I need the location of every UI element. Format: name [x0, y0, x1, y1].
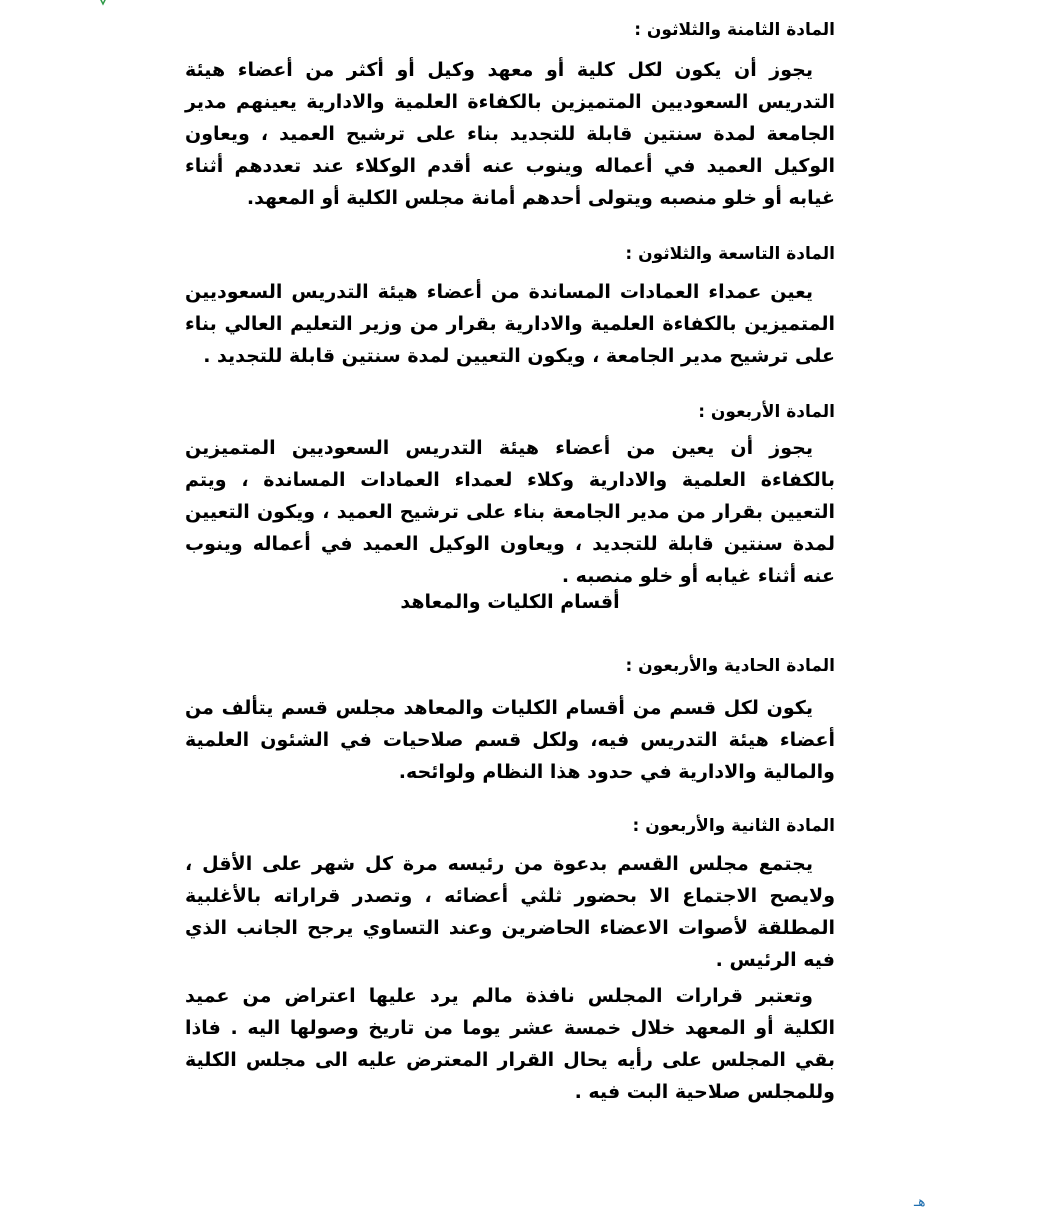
corner-mark-icon [96, 0, 110, 6]
article-40-text: يجوز أن يعين من أعضاء هيئة التدريس السعوديين المتميزين بالكفاءة العلمية والادارية وكلاء لعمداء العمادات المساندة ، ويتم التعيين بقرار من مدير الجامعة بناء على ترشيح العميد ، ويكون التعيين لمدة سنتين قابلة للتجديد ، ويعاون الوكيل العميد في أعماله وينوب عنه أثناء غيابه أو خلو منصبه . [185, 437, 835, 587]
article-42-heading: المادة الثانية والأربعون : [632, 816, 835, 836]
page-mark: هـ [914, 1194, 926, 1210]
article-42 [185, 814, 835, 1108]
article-40 [185, 400, 835, 592]
article-39-heading: المادة التاسعة والثلاثون : [625, 244, 835, 264]
article-42-text-2: وتعتبر قرارات المجلس نافذة مالم يرد عليها اعتراض من عميد الكلية أو المعهد خلال خمسة عشر يوما من تاريخ وصولها اليه . فاذا بقي المجلس على رأيه يحال القرار المعترض عليه الى مجلس الكلية وللمجلس صلاحية البت فيه . [185, 985, 835, 1103]
article-38-heading: المادة الثامنة والثلاثون : [634, 20, 835, 40]
article-39-text: يعين عمداء العمادات المساندة من أعضاء هيئة التدريس السعوديين المتميزين بالكفاءة العلمية والادارية بقرار من وزير التعليم العالي بناء على ترشيح مدير الجامعة ، ويكون التعيين لمدة سنتين قابلة للتجديد . [185, 281, 835, 367]
article-40-heading: المادة الأربعون : [698, 402, 835, 422]
article-38 [185, 18, 835, 214]
article-42-text: يجتمع مجلس القسم بدعوة من رئيسه مرة كل شهر على الأقل ، ولايصح الاجتماع الا بحضور ثلثي أعضائه ، وتصدر قراراته بالأغلبية المطلقة لأصوات الاعضاء الحاضرين وعند التساوي يرجح الجانب الذي فيه الرئيس . [185, 853, 835, 971]
article-41-heading: المادة الحادية والأربعون : [625, 656, 835, 676]
article-41 [185, 654, 835, 788]
article-41-text: يكون لكل قسم من أقسام الكليات والمعاهد مجلس قسم يتألف من أعضاء هيئة التدريس فيه، ولكل قسم صلاحيات في الشئون العلمية والمالية والادارية في حدود هذا النظام ولوائحه. [185, 697, 835, 783]
article-38-text: يجوز أن يكون لكل كلية أو معهد وكيل أو أكثر من أعضاء هيئة التدريس السعوديين المتميزين بالكفاءة العلمية والادارية يعينهم مدير الجامعة لمدة سنتين قابلة للتجديد بناء على ترشيح العميد ، ويعاون الوكيل العميد في أعماله وينوب عنه أقدم الوكلاء عند تعددهم أثناء غيابه أو خلو منصبه ويتولى أحدهم أمانة مجلس الكلية أو المعهد. [185, 59, 835, 209]
article-39 [185, 242, 835, 372]
section-title: أقسام الكليات والمعاهد [400, 591, 620, 613]
